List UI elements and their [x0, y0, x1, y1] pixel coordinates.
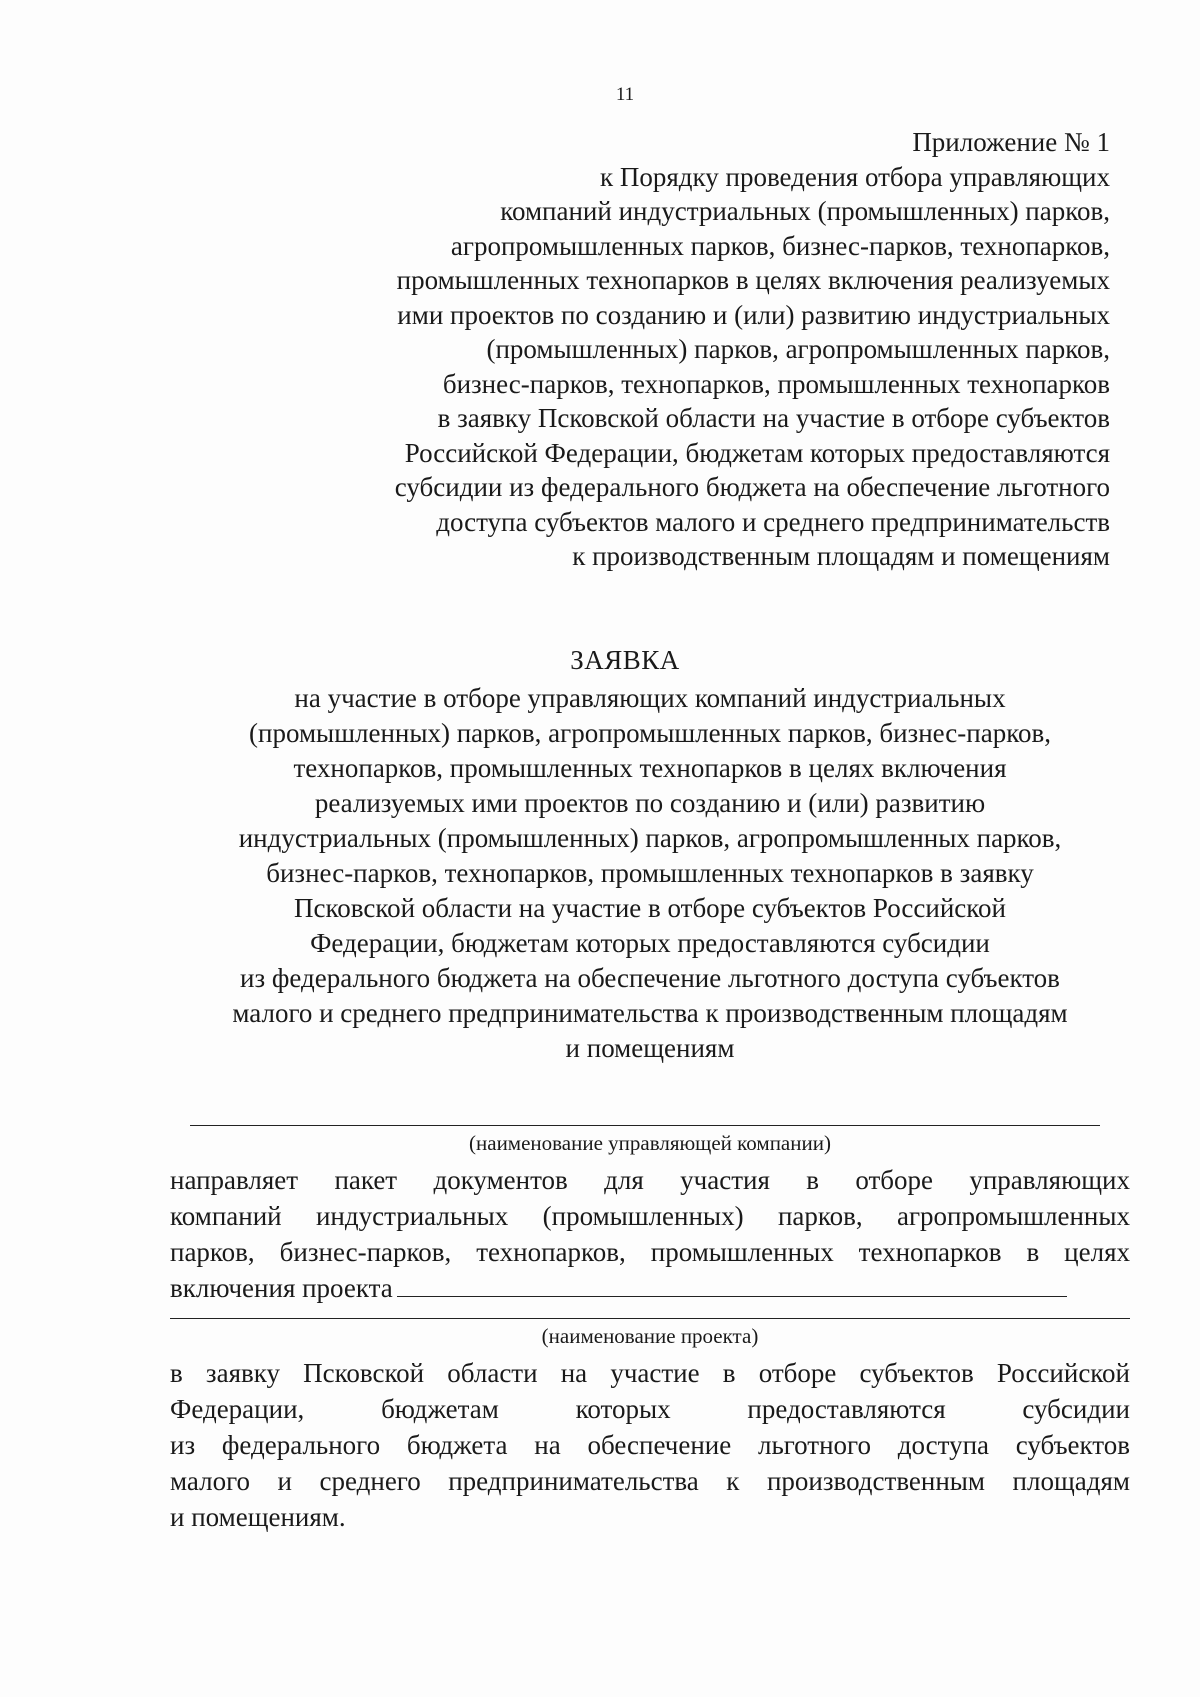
appendix-line: в заявку Псковской области на участие в отборе субъектов [437, 403, 1110, 433]
project-name-blank[interactable] [170, 1318, 1130, 1319]
project-prefix: включения проекта [170, 1273, 393, 1303]
appendix-line: компаний индустриальных (промышленных) парков, [500, 196, 1110, 226]
appendix-line: субсидии из федерального бюджета на обеспечение льготного [394, 472, 1110, 502]
paragraph-line: из федерального бюджета на обеспечение льготного доступа субъектов [170, 1430, 1130, 1460]
subtitle-line: малого и среднего предпринимательства к производственным площадям [232, 998, 1068, 1028]
appendix-line: ими проектов по созданию и (или) развитию индустриальных [397, 299, 1110, 330]
paragraph-line: в заявку Псковской области на участие в отборе субъектов Российской [170, 1358, 1130, 1388]
appendix-line: бизнес-парков, технопарков, промышленных технопарков [442, 368, 1110, 399]
subtitle-line: индустриальных (промышленных) парков, агропромышленных парков, [238, 823, 1062, 853]
appendix-line: агропромышленных парков, бизнес-парков, технопарков, [450, 230, 1110, 261]
company-name-caption: (наименование управляющей компании) [469, 1131, 831, 1155]
subtitle-line: реализуемых ими проектов по созданию и (или) развитию [314, 788, 986, 818]
project-name-blank-inline[interactable] [397, 1274, 1067, 1297]
request-title: ЗАЯВКА [570, 645, 680, 675]
subtitle-line: Федерации, бюджетам которых предоставляются субсидии [310, 928, 990, 958]
subtitle-line: бизнес-парков, технопарков, промышленных технопарков в заявку [266, 858, 1034, 888]
subtitle-line: (промышленных) парков, агропромышленных парков, бизнес-парков, [249, 718, 1051, 748]
paragraph-line: малого и среднего предпринимательства к производственным площадям [170, 1466, 1130, 1496]
project-name-caption: (наименование проекта) [541, 1324, 759, 1348]
appendix-line: к Порядку проведения отбора управляющих [599, 161, 1110, 192]
appendix-line: доступа субъектов малого и среднего предпринимательств [436, 506, 1110, 537]
appendix-header [210, 125, 1110, 574]
subtitle-line: технопарков, промышленных технопарков в целях включения [293, 753, 1007, 783]
paragraph-conclusion [170, 1355, 1130, 1535]
request-subtitle [170, 681, 1130, 1066]
appendix-line: Российской Федерации, бюджетам которых предоставляются [404, 437, 1110, 468]
paragraph-line: направляет пакет документов для участия в отборе управляющих [170, 1165, 1130, 1195]
paragraph-line: компаний индустриальных (промышленных) парков, агропромышленных [170, 1201, 1130, 1231]
subtitle-line: Псковской области на участие в отборе субъектов Российской [294, 893, 1006, 923]
paragraph-line: Федерации, бюджетам которых предоставляются субсидии [170, 1394, 1130, 1424]
appendix-line: Приложение № 1 [912, 127, 1110, 157]
project-line [170, 1270, 1130, 1306]
paragraph-line: парков, бизнес-парков, технопарков, промышленных технопарков в целях [170, 1237, 1130, 1267]
paragraph-line: и помещениям. [170, 1502, 346, 1532]
appendix-line: к производственным площадям и помещениям [572, 541, 1110, 571]
page-number: 11 [615, 84, 635, 105]
company-name-blank[interactable] [190, 1125, 1100, 1126]
subtitle-line: на участие в отборе управляющих компаний индустриальных [294, 683, 1006, 713]
appendix-line: (промышленных) парков, агропромышленных парков, [486, 334, 1110, 364]
appendix-line: промышленных технопарков в целях включения реализуемых [396, 265, 1110, 295]
subtitle-line: из федерального бюджета на обеспечение льготного доступа субъектов [240, 963, 1060, 993]
subtitle-line: и помещениям [565, 1033, 735, 1063]
paragraph-intro [170, 1162, 1130, 1306]
